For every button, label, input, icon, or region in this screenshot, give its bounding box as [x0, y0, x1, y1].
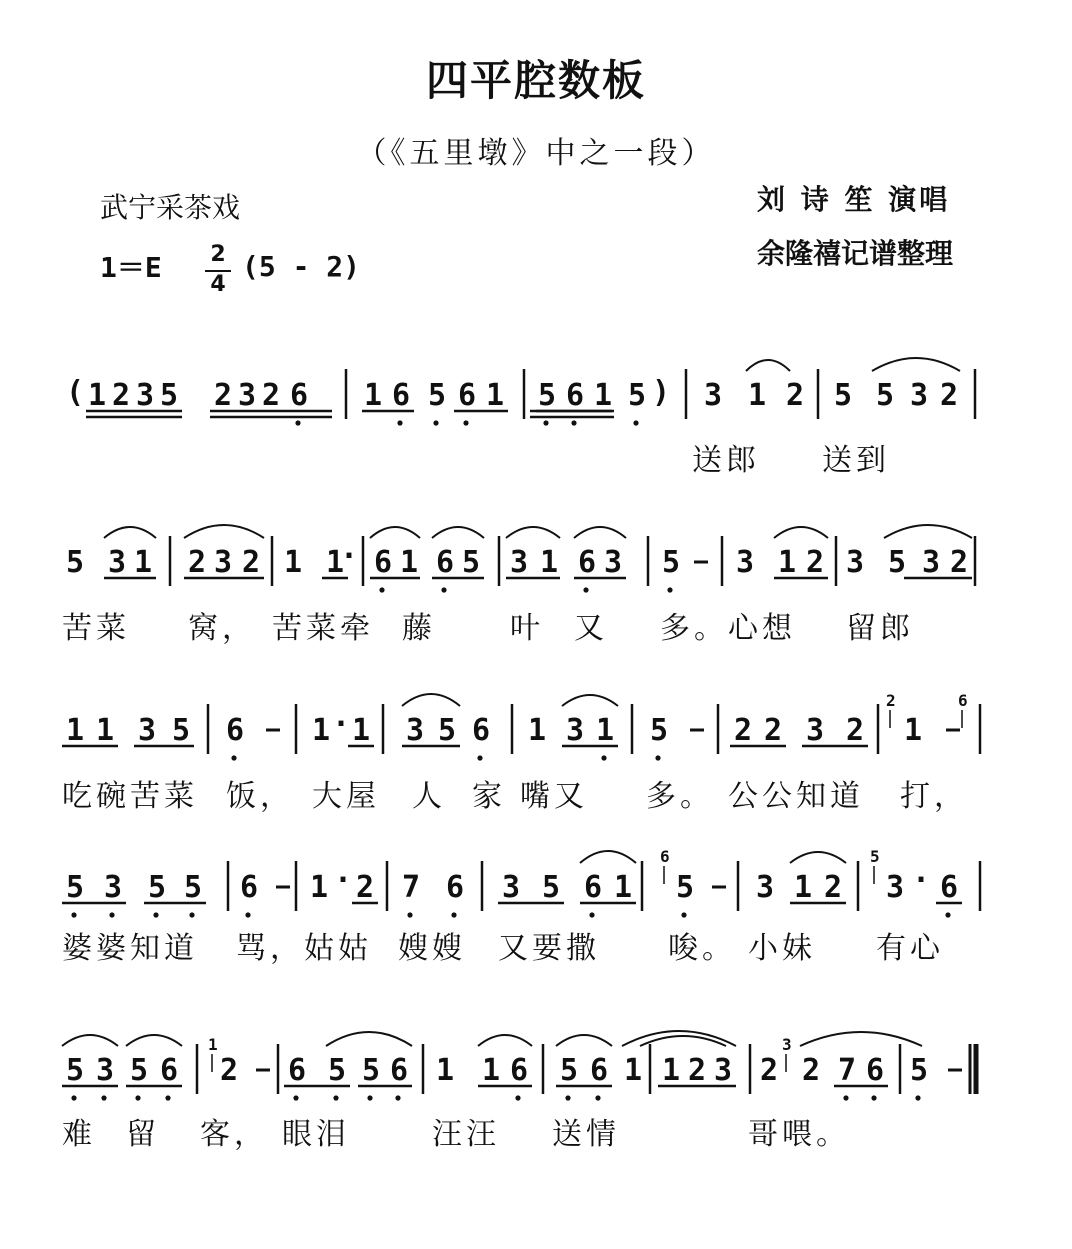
note: 1	[748, 378, 767, 413]
slur	[326, 1032, 412, 1046]
note: 3	[96, 1053, 115, 1088]
note: 6	[472, 713, 491, 748]
octave-dot	[667, 587, 672, 592]
lyric: 唆。	[668, 931, 736, 966]
note: 1	[528, 713, 547, 748]
note-rows	[66, 375, 968, 1088]
note: 2	[940, 378, 959, 413]
dot-rhythm: ·	[340, 539, 359, 574]
lyric: 公公知道	[728, 779, 864, 814]
note: 1	[310, 870, 329, 905]
note: 5	[462, 545, 481, 580]
intro-motif: (5 - 2)	[242, 250, 361, 283]
note: 3	[604, 545, 623, 580]
note: 5	[542, 870, 561, 905]
dot-rhythm: ·	[334, 863, 353, 898]
note: 5	[66, 870, 85, 905]
slur	[800, 1032, 922, 1046]
note: 3	[108, 545, 127, 580]
note: 5	[172, 713, 191, 748]
slur	[562, 695, 618, 706]
slur	[640, 1036, 726, 1046]
note: 5	[876, 378, 895, 413]
note: 3	[136, 378, 155, 413]
note: 1	[614, 870, 633, 905]
octave-dot	[165, 1095, 170, 1100]
lyric: 婆婆知道	[62, 931, 198, 966]
note: 3	[846, 545, 865, 580]
note: 6	[510, 1053, 529, 1088]
octave-dot	[601, 755, 606, 760]
note: 5	[910, 1053, 929, 1088]
slur	[746, 360, 790, 371]
octave-dot	[295, 420, 300, 425]
slur	[62, 1035, 118, 1046]
note: 1	[904, 713, 923, 748]
note: 3	[566, 713, 585, 748]
note: 6	[240, 870, 259, 905]
slur	[370, 527, 420, 538]
note: 1	[326, 545, 345, 580]
note: 1	[778, 545, 797, 580]
lyric: 多。	[646, 779, 714, 814]
note: 3	[238, 378, 257, 413]
octave-dot	[153, 912, 158, 917]
octave-dot	[109, 912, 114, 917]
open-paren: (	[66, 375, 85, 410]
octave-dot	[367, 1095, 372, 1100]
time-signature-top: 2	[210, 242, 226, 267]
note: 3	[806, 713, 825, 748]
note: 6	[590, 1053, 609, 1088]
grace-note: 2	[886, 691, 896, 710]
lyric: 苦菜	[62, 611, 130, 646]
note: 5	[160, 378, 179, 413]
note: 2	[734, 713, 753, 748]
octave-dot	[379, 587, 384, 592]
note: 3	[214, 545, 233, 580]
note: 7	[838, 1053, 857, 1088]
octave-dot	[395, 1095, 400, 1100]
note: 1	[284, 545, 303, 580]
note: 6	[288, 1053, 307, 1088]
octave-dot	[407, 912, 412, 917]
genre-label: 武宁采茶戏	[100, 191, 241, 224]
note: 2	[262, 378, 281, 413]
lyric: 饭，	[226, 779, 294, 814]
octave-dot	[945, 912, 950, 917]
note: 6	[392, 378, 411, 413]
note: 5	[438, 713, 457, 748]
octave-dot	[333, 1095, 338, 1100]
lyric: 多。心想	[660, 611, 796, 646]
note: 3	[756, 870, 775, 905]
lyric: 眼泪	[282, 1117, 350, 1152]
note: 3	[138, 713, 157, 748]
note: 1	[540, 545, 559, 580]
note: 2	[764, 713, 783, 748]
slur	[790, 852, 846, 863]
close-paren: )	[652, 375, 671, 410]
note: 6	[584, 870, 603, 905]
lyric: 客，	[200, 1117, 268, 1152]
lyric: 苦菜牵	[272, 611, 374, 646]
note: 6	[160, 1053, 179, 1088]
subtitle: （《五里墩》中之一段）	[356, 136, 716, 171]
note: 3	[704, 378, 723, 413]
slur	[884, 525, 972, 538]
key-signature: 1＝E	[100, 251, 162, 284]
note: 6	[446, 870, 465, 905]
octave-dot	[293, 1095, 298, 1100]
note: 6	[566, 378, 585, 413]
note: 5	[66, 1053, 85, 1088]
note: 1	[486, 378, 505, 413]
octave-dot	[871, 1095, 876, 1100]
note: 1	[594, 378, 613, 413]
lyric: 家	[472, 779, 506, 814]
octave-dot	[71, 1095, 76, 1100]
note: 1	[400, 545, 419, 580]
octave-dots	[71, 420, 950, 1100]
note: 5	[184, 870, 203, 905]
lyric: 有心	[876, 931, 944, 966]
octave-dot	[565, 1095, 570, 1100]
note: 5	[538, 378, 557, 413]
note: 3	[104, 870, 123, 905]
lyric: 吃碗苦菜	[62, 779, 198, 814]
slur	[478, 1035, 532, 1046]
note: 3	[922, 545, 941, 580]
note: 6	[290, 378, 309, 413]
slur	[432, 527, 484, 538]
lyric: 汪汪	[432, 1117, 500, 1152]
note: 5	[130, 1053, 149, 1088]
octave-dot	[633, 420, 638, 425]
slur	[104, 527, 156, 538]
note: 5	[428, 378, 447, 413]
octave-dot	[595, 1095, 600, 1100]
octave-dot	[515, 1095, 520, 1100]
performer-credit: 刘 诗 笙 演唱	[757, 183, 951, 216]
dot-rhythm: ·	[912, 863, 931, 898]
note: 7	[402, 870, 421, 905]
lyric: 送情	[552, 1117, 620, 1152]
slur	[402, 694, 460, 706]
octave-dot	[71, 912, 76, 917]
octave-dot	[441, 587, 446, 592]
note: 3	[736, 545, 755, 580]
note: 3	[510, 545, 529, 580]
lyric: 送到	[822, 443, 890, 478]
note: 1	[794, 870, 813, 905]
note: 5	[650, 713, 669, 748]
note: 1	[596, 713, 615, 748]
octave-dot	[681, 912, 686, 917]
grace-note: 1	[208, 1035, 218, 1054]
note: 5	[362, 1053, 381, 1088]
note: 2	[802, 1053, 821, 1088]
note: 6	[866, 1053, 885, 1088]
octave-dot	[477, 755, 482, 760]
note: 1	[436, 1053, 455, 1088]
note: 2	[806, 545, 825, 580]
lyric: 又要撒	[498, 931, 600, 966]
note: 5	[662, 545, 681, 580]
octave-dot	[397, 420, 402, 425]
arranger-credit: 余隆禧记谱整理	[757, 237, 954, 270]
grace-note: 5	[870, 847, 880, 866]
octave-dot	[101, 1095, 106, 1100]
note: 2	[188, 545, 207, 580]
slur	[774, 527, 828, 538]
octave-dot	[589, 912, 594, 917]
note: 2	[112, 378, 131, 413]
octave-dot	[433, 420, 438, 425]
note: 1	[312, 713, 331, 748]
lyric: 嘴又	[520, 779, 588, 814]
note: 5	[628, 378, 647, 413]
note: 2	[950, 545, 969, 580]
note: 1	[352, 713, 371, 748]
lyric: 窝，	[188, 611, 256, 646]
note: 2	[220, 1053, 239, 1088]
lyric: 人	[412, 779, 446, 814]
note: 2	[356, 870, 375, 905]
lyric: 又	[574, 611, 608, 646]
page-title: 四平腔数板	[425, 56, 646, 105]
octave-dot	[189, 912, 194, 917]
note: 1	[624, 1053, 643, 1088]
slur	[184, 525, 264, 538]
lyric: 嫂嫂	[398, 931, 466, 966]
note: 5	[66, 545, 85, 580]
grace-note: 6	[958, 691, 968, 710]
lyric: 叶	[510, 611, 544, 646]
note: 2	[242, 545, 261, 580]
note: 5	[328, 1053, 347, 1088]
note: 1	[364, 378, 383, 413]
note: 1	[96, 713, 115, 748]
grace-note: 3	[782, 1035, 792, 1054]
note: 5	[888, 545, 907, 580]
octave-dot	[583, 587, 588, 592]
note: 6	[458, 378, 477, 413]
note: 5	[560, 1053, 579, 1088]
note: 1	[134, 545, 153, 580]
slur	[556, 1035, 612, 1046]
octave-dot	[451, 912, 456, 917]
lyric: 打，	[900, 779, 968, 814]
octave-dot	[135, 1095, 140, 1100]
octave-dot	[245, 912, 250, 917]
note: 2	[824, 870, 843, 905]
note: 2	[760, 1053, 779, 1088]
lyric: 藤	[402, 611, 436, 646]
note: 1	[66, 713, 85, 748]
time-signature-bottom: 4	[210, 272, 226, 297]
lyric: 小妹	[748, 931, 816, 966]
note: 6	[940, 870, 959, 905]
note: 6	[374, 545, 393, 580]
slur	[580, 851, 636, 863]
octave-dot	[463, 420, 468, 425]
note: 2	[214, 378, 233, 413]
lyric: 大屋	[312, 779, 380, 814]
slur	[872, 358, 960, 371]
note: 1	[482, 1053, 501, 1088]
grace-note: 6	[660, 847, 670, 866]
note: 6	[226, 713, 245, 748]
note: 3	[714, 1053, 733, 1088]
note: 5	[148, 870, 167, 905]
lyric: 留郎	[846, 611, 914, 646]
lyric: 姑姑	[304, 931, 372, 966]
note: 3	[406, 713, 425, 748]
note: 6	[578, 545, 597, 580]
note: 2	[688, 1053, 707, 1088]
lyric: 哥喂。	[748, 1117, 850, 1152]
slur	[126, 1035, 182, 1046]
note: 1	[88, 378, 107, 413]
lyric: 难	[62, 1117, 96, 1152]
note: 5	[676, 870, 695, 905]
note: 3	[910, 378, 929, 413]
slur	[506, 527, 560, 538]
note: 5	[834, 378, 853, 413]
octave-dot	[231, 755, 236, 760]
lyric: 送郎	[692, 443, 760, 478]
octave-dot	[843, 1095, 848, 1100]
lyric: 留	[126, 1117, 160, 1152]
dot-rhythm: ·	[332, 707, 351, 742]
octave-dot	[571, 420, 576, 425]
octave-dot	[655, 755, 660, 760]
note: 3	[502, 870, 521, 905]
beams	[62, 411, 972, 1086]
note: 6	[436, 545, 455, 580]
note: 2	[786, 378, 805, 413]
octave-dot	[543, 420, 548, 425]
note: 2	[846, 713, 865, 748]
slur	[574, 527, 626, 538]
note: 3	[886, 870, 905, 905]
note: 1	[662, 1053, 681, 1088]
note: 6	[390, 1053, 409, 1088]
octave-dot	[915, 1095, 920, 1100]
lyric: 骂，	[236, 931, 304, 966]
